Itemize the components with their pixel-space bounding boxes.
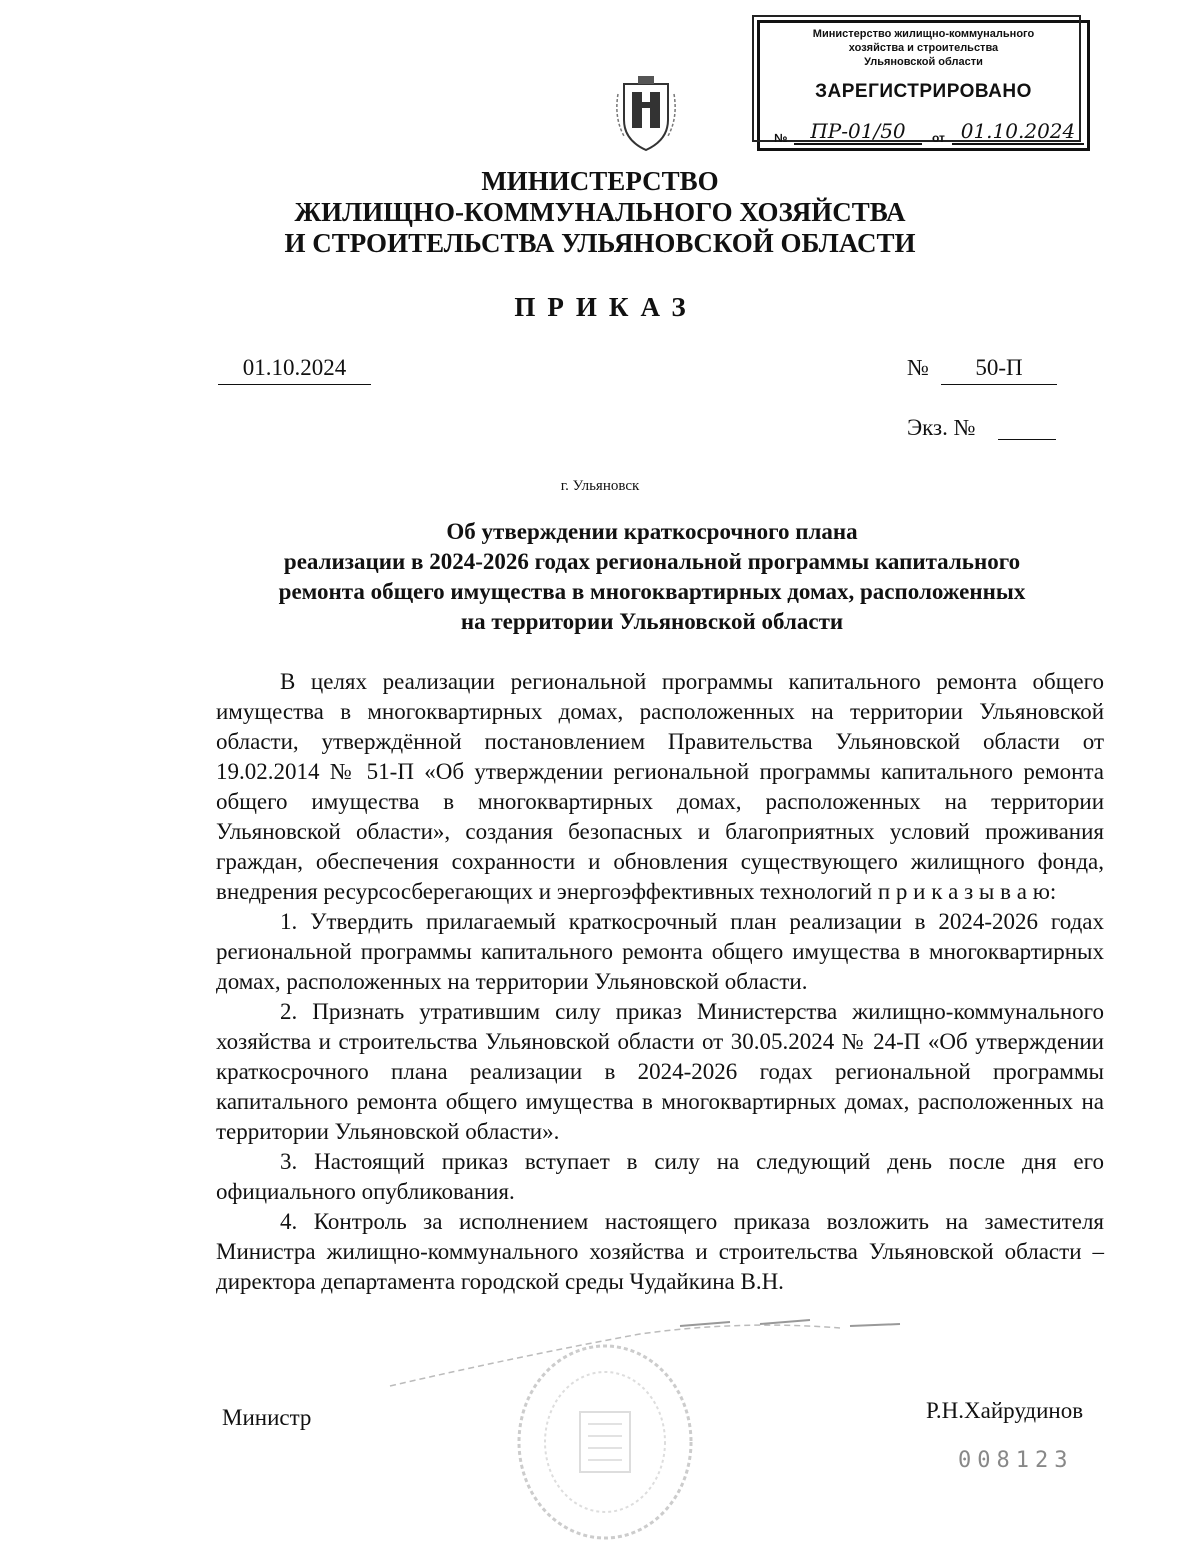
order-subject-line: ремонта общего имущества в многоквартирных домах, расположенных (278, 579, 1026, 604)
copy-number-label: Экз. № (907, 415, 976, 440)
ministry-name-line: И СТРОИТЕЛЬСТВА УЛЬЯНОВСКОЙ ОБЛАСТИ (284, 228, 916, 258)
city: г. Ульяновск (560, 478, 640, 494)
order-subject-line: Об утверждении краткосрочного плана (446, 519, 858, 544)
order-subject (200, 517, 1104, 637)
registration-stamp-org-line: Ульяновской области (864, 56, 983, 68)
registration-number: ПР-01/50 (794, 119, 922, 145)
registration-stamp-org (760, 27, 1087, 69)
order-title: ПРИКАЗ (514, 292, 698, 322)
body-paragraph: 1. Утвердить прилагаемый краткосрочный план реализации в 2024-2026 годах региональной программы капитального ремонта общего имущества в многоквартирных домах, расположенных на территории Ульяновской области. (216, 909, 1104, 994)
order-subject-line: на территории Ульяновской области (460, 609, 844, 634)
copy-number-blank (998, 439, 1056, 440)
registration-stamp-title: ЗАРЕГИСТРИРОВАНО (815, 81, 1032, 102)
registration-stamp-line (772, 119, 1079, 149)
order-body (216, 667, 1104, 1297)
document-serial: 008123 (958, 1448, 1074, 1473)
ministry-name (0, 166, 1200, 259)
registration-date: 01.10.2024 (952, 119, 1084, 145)
order-number-label: № (907, 355, 929, 380)
ministry-name-line: ЖИЛИЩНО-КОММУНАЛЬНОГО ХОЗЯЙСТВА (294, 197, 906, 227)
order-number: 50-П (941, 355, 1057, 385)
body-paragraph: 4. Контроль за исполнением настоящего приказа возложить на заместителя Министра жилищно-коммунального хозяйства и строительства Ульяновской области – директора департамента городской среды Чудайкина В.Н. (216, 1209, 1104, 1294)
registration-stamp-org-line: Министерство жилищно-коммунального (812, 28, 1035, 40)
signer-name: Р.Н.Хайрудинов (926, 1398, 1084, 1423)
body-paragraph: 2. Признать утратившим силу приказ Министерства жилищно-коммунального хозяйства и строительства Ульяновской области от 30.05.2024 № 24-П «Об утверждении краткосрочного плана реализации в 2024-2026 годах региональной программы капитального ремонта общего имущества в многоквартирных домах, расположенных на территории Ульяновской области». (216, 999, 1104, 1144)
registration-date-label: от (932, 131, 945, 145)
order-date: 01.10.2024 (218, 355, 371, 385)
signer-role: Министр (222, 1405, 312, 1430)
body-paragraph: 3. Настоящий приказ вступает в силу на следующий день после дня его официального опубликования. (216, 1149, 1104, 1204)
coat-of-arms-icon (614, 74, 678, 156)
registration-stamp (757, 20, 1090, 151)
order-subject-line: реализации в 2024-2026 годах региональной программы капитального (283, 549, 1021, 574)
ministry-name-line: МИНИСТЕРСТВО (481, 166, 719, 196)
registration-number-label: № (774, 131, 788, 145)
registration-stamp-org-line: хозяйства и строительства (848, 42, 999, 54)
body-paragraph: В целях реализации региональной программы капитального ремонта общего имущества в многоквартирных домах, расположенных на территории Ульяновской области, утверждённой постановлением Правительства Ульяновской области от 19.02.2014 № 51-П «Об утверждении региональной программы капитального ремонта общего имущества в многоквартирных домах, расположенных на территории Ульяновской области», создания безопасных и благоприятных условий проживания граждан, обеспечения сохранности и обновления существующего жилищного фонда, внедрения ресурсосберегающих и энергоэффективных технологий п р и к а з ы в а ю: (216, 669, 1104, 904)
official-seal-icon (510, 1340, 700, 1545)
